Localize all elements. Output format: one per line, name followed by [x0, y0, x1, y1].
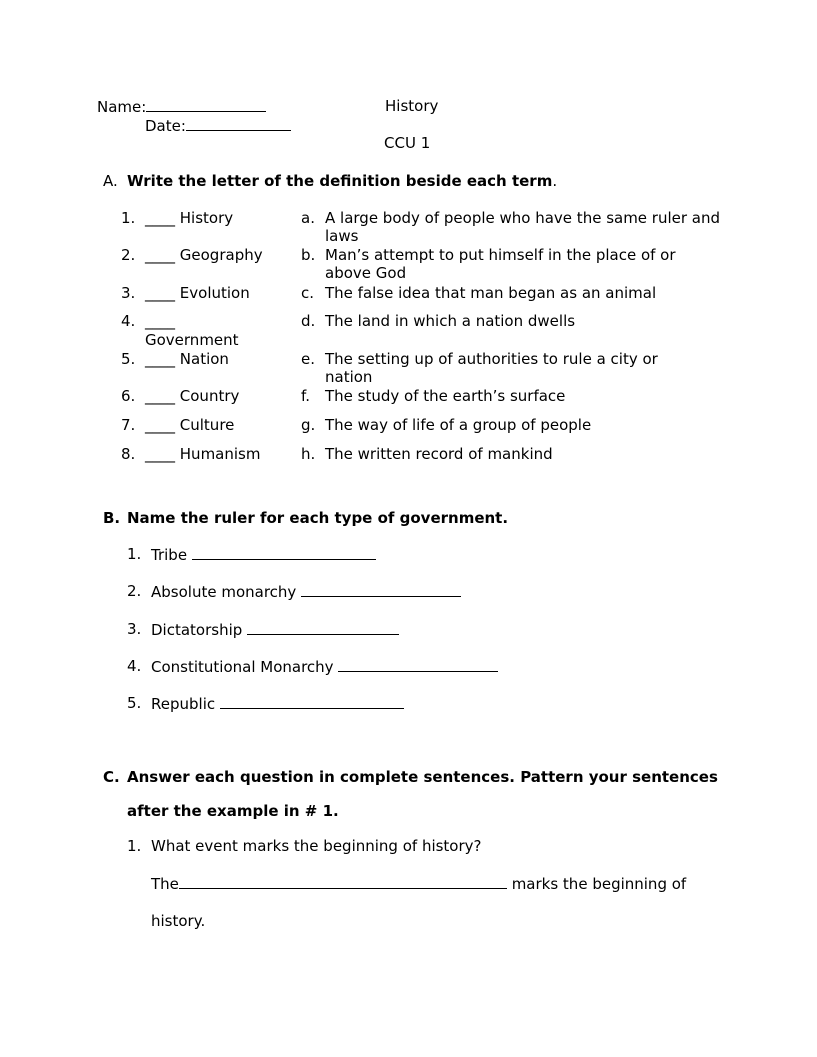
ruler-label: Tribe [151, 546, 188, 564]
term-blank[interactable]: ____ [145, 246, 175, 264]
def-letter-e: e. [301, 350, 315, 368]
ruler-label: Absolute monarchy [151, 583, 297, 601]
term-num-4: 4. [121, 312, 136, 330]
ruler-blank[interactable] [220, 694, 404, 709]
answer-line-1[interactable] [151, 874, 686, 893]
term-label: Culture [179, 416, 235, 434]
section-c-letter: C. [103, 768, 120, 786]
term-blank[interactable]: ____ [145, 445, 175, 463]
unit-title: CCU 1 [384, 134, 431, 152]
answer-end: history. [151, 912, 206, 930]
section-c-instruction-line2: after the example in # 1. [127, 802, 339, 820]
term-1[interactable] [145, 209, 233, 227]
def-letter-c: c. [301, 284, 315, 302]
answer-blank[interactable] [179, 874, 507, 889]
def-letter-b: b. [301, 246, 316, 264]
ruler-label: Republic [151, 695, 216, 713]
term-num-7: 7. [121, 416, 136, 434]
answer-start: The [151, 875, 179, 893]
def-letter-g: g. [301, 416, 316, 434]
section-b-letter: B. [103, 509, 121, 527]
ruler-blank[interactable] [247, 620, 399, 635]
answer-mid: marks the beginning of [511, 875, 687, 893]
term-num-6: 6. [121, 387, 136, 405]
name-blank[interactable] [146, 97, 266, 112]
ruler-blank[interactable] [301, 582, 461, 597]
def-text-g: The way of life of a group of people [325, 416, 592, 434]
def-text-c: The false idea that man began as an animal [325, 284, 657, 302]
def-letter-d: d. [301, 312, 316, 330]
term-blank[interactable]: ____ [145, 416, 175, 434]
def-text-d: The land in which a nation dwells [325, 312, 576, 330]
section-c-instruction-line1: Answer each question in complete sentences. Pattern your sentences [127, 768, 718, 786]
def-letter-a: a. [301, 209, 315, 227]
term-label: Evolution [179, 284, 250, 302]
name-label: Name: [97, 98, 147, 116]
ruler-label: Dictatorship [151, 621, 243, 639]
term-4-label: Government [145, 331, 239, 349]
term-num-8: 8. [121, 445, 136, 463]
ruler-num-3: 3. [127, 620, 142, 638]
term-blank[interactable]: ____ [145, 350, 175, 368]
def-text-h: The written record of mankind [325, 445, 553, 463]
ruler-item-1[interactable] [151, 545, 376, 564]
section-a-letter: A. [103, 172, 118, 190]
def-letter-f: f. [301, 387, 310, 405]
section-a-instruction-end: . [552, 172, 558, 190]
ruler-item-4[interactable] [151, 657, 498, 676]
def-text-e: The setting up of authorities to rule a city or nation [325, 350, 658, 386]
question-num-1: 1. [127, 837, 142, 855]
term-num-3: 3. [121, 284, 136, 302]
term-label: Nation [179, 350, 229, 368]
ruler-blank[interactable] [338, 657, 498, 672]
name-field[interactable] [97, 97, 266, 116]
def-text-f: The study of the earth’s surface [325, 387, 566, 405]
term-7[interactable] [145, 416, 234, 434]
section-a-instruction-bold: Write the letter of the definition beside each term [127, 172, 553, 190]
term-label: History [179, 209, 234, 227]
section-a-instruction [127, 172, 557, 190]
date-blank[interactable] [186, 116, 291, 131]
date-field[interactable] [145, 116, 291, 135]
term-label: Country [179, 387, 240, 405]
subject-title: History [385, 97, 439, 115]
term-label: Geography [179, 246, 263, 264]
ruler-item-5[interactable] [151, 694, 404, 713]
ruler-num-2: 2. [127, 582, 142, 600]
term-blank[interactable]: ____ [145, 209, 175, 227]
ruler-blank[interactable] [192, 545, 376, 560]
term-blank[interactable]: ____ [145, 387, 175, 405]
term-8[interactable] [145, 445, 260, 463]
term-3[interactable] [145, 284, 250, 302]
term-blank[interactable]: ____ [145, 284, 175, 302]
term-4-blank[interactable]: ____ [145, 312, 175, 330]
term-num-2: 2. [121, 246, 136, 264]
def-text-a: A large body of people who have the same ruler and laws [325, 209, 721, 245]
term-6[interactable] [145, 387, 239, 405]
term-num-5: 5. [121, 350, 136, 368]
term-2[interactable] [145, 246, 263, 264]
date-label: Date: [145, 117, 186, 135]
def-letter-h: h. [301, 445, 316, 463]
def-text-b: Man’s attempt to put himself in the place of or above God [325, 246, 676, 282]
ruler-num-1: 1. [127, 545, 142, 563]
section-b-instruction: Name the ruler for each type of government. [127, 509, 509, 527]
ruler-item-2[interactable] [151, 582, 461, 601]
ruler-label: Constitutional Monarchy [151, 658, 334, 676]
ruler-item-3[interactable] [151, 620, 399, 639]
term-num-1: 1. [121, 209, 136, 227]
term-label: Humanism [179, 445, 261, 463]
ruler-num-5: 5. [127, 694, 142, 712]
question-text-1: What event marks the beginning of history? [151, 837, 482, 855]
term-5[interactable] [145, 350, 229, 368]
ruler-num-4: 4. [127, 657, 142, 675]
